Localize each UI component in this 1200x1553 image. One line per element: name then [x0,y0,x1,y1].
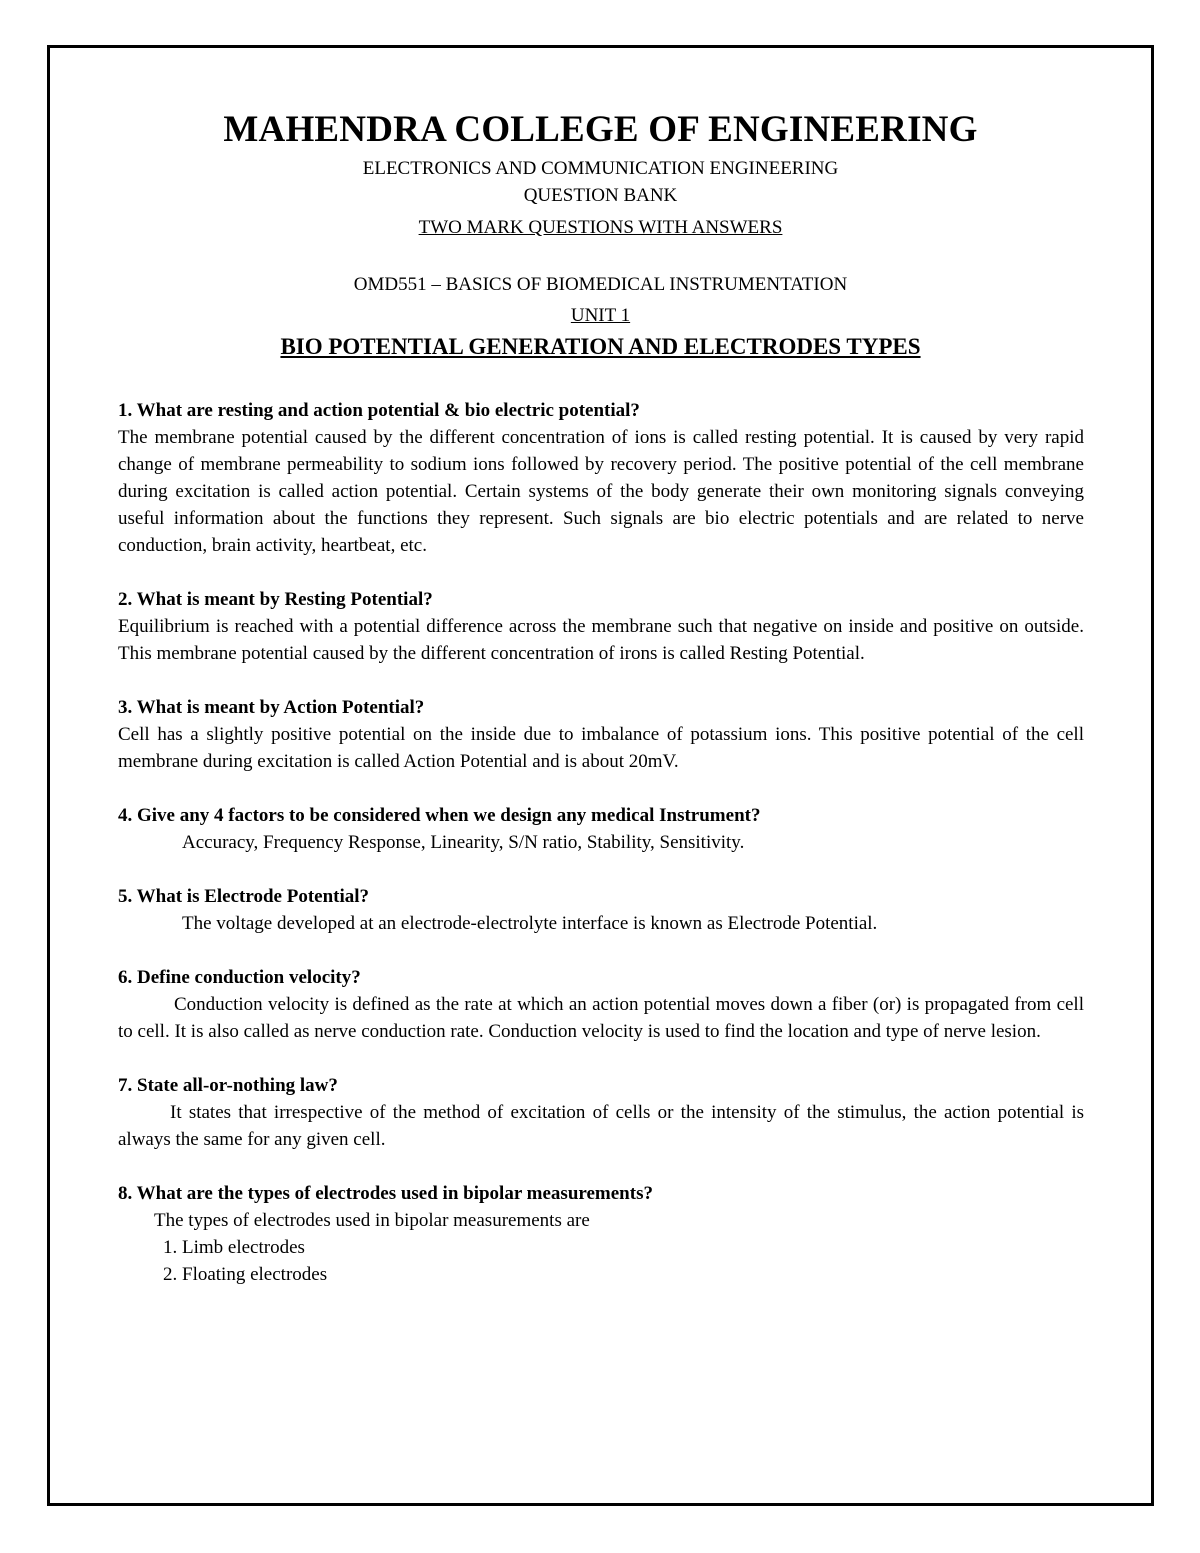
qa-item [118,397,1084,559]
answer: It states that irrespective of the method of excitation of cells or the intensity of the stimulus, the action potential is always the same for any given cell. [118,1102,1084,1150]
department-heading: ELECTRONICS AND COMMUNICATION ENGINEERING [362,158,839,179]
question: 1. What are resting and action potential & bio electric potential? [118,400,640,421]
qa-item [118,802,1084,856]
qa-item [118,883,1084,937]
answer: Equilibrium is reached with a potential difference across the membrane such that negative on inside and positive on outside. This membrane potential caused by the different concentration of irons is called Resting Potential. [118,616,1084,664]
question: 5. What is Electrode Potential? [118,886,370,907]
question: 4. Give any 4 factors to be considered when we design any medical Instrument? [118,805,761,826]
qa-item [118,1072,1084,1153]
question: 2. What is meant by Resting Potential? [118,589,433,610]
list-item: 2. Floating electrodes [163,1264,328,1285]
answer: Cell has a slightly positive potential on the inside due to imbalance of potassium ions. This positive potential of the cell membrane during excitation is called Action Potential and is about 20mV. [118,724,1084,772]
qa-item [118,964,1084,1045]
answer: Accuracy, Frequency Response, Linearity, S/N ratio, Stability, Sensitivity. [182,832,745,853]
qa-item [118,586,1084,667]
course-title: OMD551 – BASICS OF BIOMEDICAL INSTRUMENTATION [353,274,848,295]
question: 7. State all-or-nothing law? [118,1075,338,1096]
answer: The types of electrodes used in bipolar measurements are [154,1210,590,1231]
answer: The voltage developed at an electrode-electrolyte interface is known as Electrode Potential. [182,913,878,934]
doc-type-heading: QUESTION BANK [523,185,678,206]
unit-title: BIO POTENTIAL GENERATION AND ELECTRODES TYPES [280,334,921,359]
unit-label: UNIT 1 [570,305,631,326]
section-heading: TWO MARK QUESTIONS WITH ANSWERS [418,217,783,238]
question: 3. What is meant by Action Potential? [118,697,425,718]
qa-item [118,1180,1084,1288]
question: 8. What are the types of electrodes used in bipolar measurements? [118,1183,653,1204]
qa-item [118,694,1084,775]
answer: The membrane potential caused by the different concentration of ions is called resting potential. It is caused by very rapid change of membrane permeability to sodium ions followed by recovery period. The positive potential of the cell membrane during excitation is called action potential. Certain systems of the body generate their own monitoring signals conveying useful information about the functions they represent. Such signals are bio electric potentials and are related to nerve conduction, brain activity, heartbeat, etc. [118,427,1084,556]
answer: Conduction velocity is defined as the rate at which an action potential moves down a fiber (or) is propagated from cell to cell. It is also called as nerve conduction rate. Conduction velocity is used to find the location and type of nerve lesion. [118,994,1084,1042]
college-title: MAHENDRA COLLEGE OF ENGINEERING [223,109,978,150]
list-item: 1. Limb electrodes [163,1237,305,1258]
question: 6. Define conduction velocity? [118,967,361,988]
qa-list [118,397,1084,1315]
